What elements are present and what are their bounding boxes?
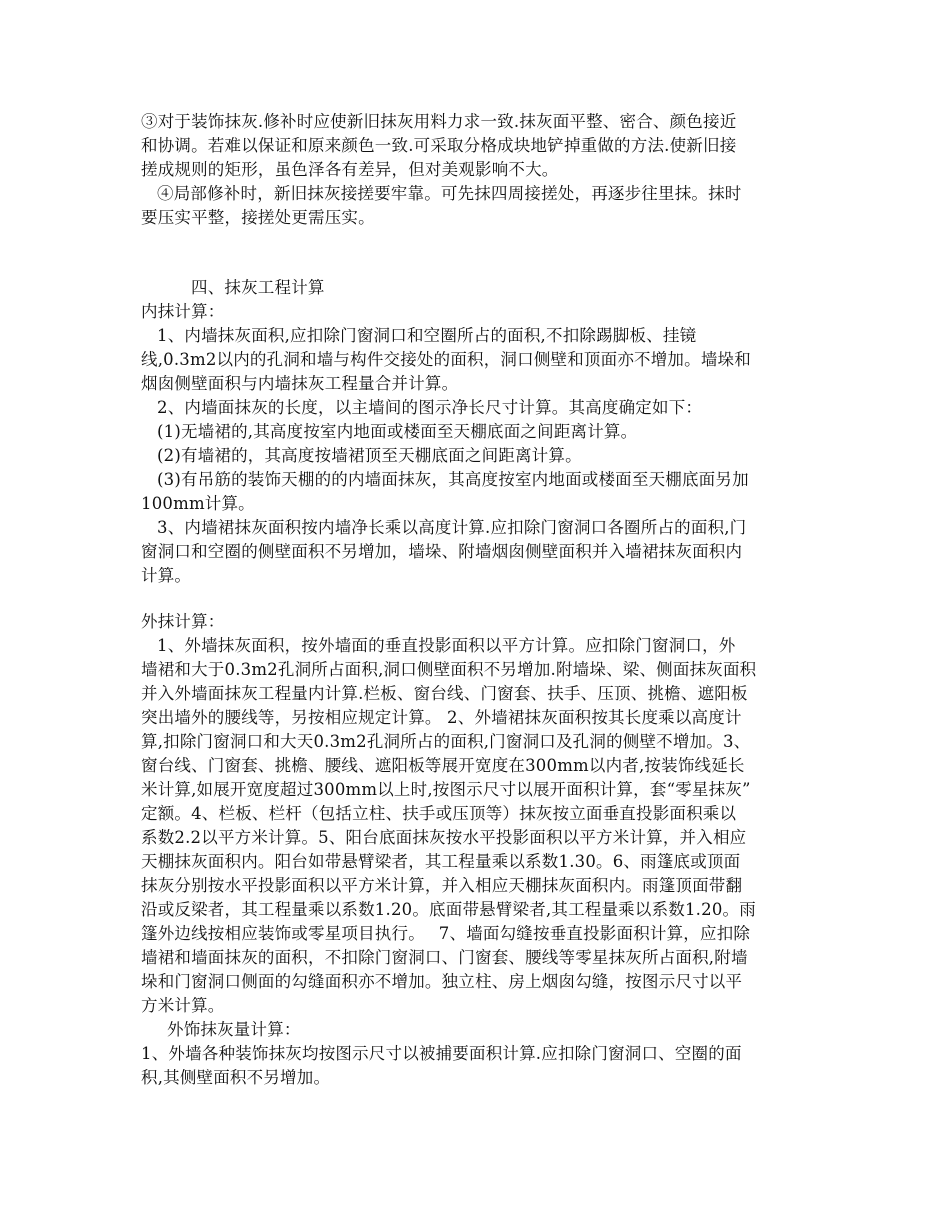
text-line: 线,0.3m2以内的孔洞和墙与构件交接处的面积，洞口侧壁和顶面亦不增加。墙垛和 <box>141 350 751 369</box>
text-line: 墙裙和大于0.3m2孔洞所占面积,洞口侧壁面积不另增加.附墙垛、梁、侧面抹灰面积 <box>141 660 757 679</box>
text-line: 窗洞口和空圈的侧壁面积不另增加，墙垛、附墙烟囱侧壁面积并入墙裙抹灰面积内 <box>141 542 743 561</box>
text-line: 1、内墙抹灰面积,应扣除门窗洞口和空圈所占的面积,不扣除踢脚板、挂镜 <box>157 326 697 345</box>
text-line: 1、外墙各种装饰抹灰均按图示尺寸以被捕要面积计算.应扣除门窗洞口、空圈的面 <box>141 1044 742 1063</box>
text-line: 系数2.2以平方米计算。5、阳台底面抹灰按水平投影面积以平方米计算，并入相应 <box>141 828 747 847</box>
text-line: 突出墙外的腰线等，另按相应规定计算。 2、外墙裙抹灰面积按其长度乘以高度计 <box>141 708 742 727</box>
section-heading: 四、抹灰工程计算 <box>191 278 325 297</box>
text-line: (1)无墙裙的,其高度按室内地面或楼面至天棚底面之间距离计算。 <box>157 422 638 441</box>
text-line: 墙裙和墙面抹灰的面积，不扣除门窗洞口、门窗套、腰线等零星抹灰所占面积,附墙 <box>141 948 748 967</box>
text-line: (3)有吊筋的装饰天棚的的内墙面抹灰，其高度按室内地面或楼面至天棚底面另加 <box>157 470 749 489</box>
text-line: 要压实平整，接搓处更需压实。 <box>141 208 375 227</box>
subsection-heading: 内抹计算： <box>141 302 225 321</box>
text-line: 烟囱侧壁面积与内墙抹灰工程量合并计算。 <box>141 374 459 393</box>
subsection-heading: 外抹计算： <box>141 612 225 631</box>
text-line: 100mm计算。 <box>141 494 255 513</box>
text-line: 米计算,如展开宽度超过300mm以上时,按图示尺寸以展开面积计算，套“零星抹灰” <box>141 780 751 799</box>
text-line: 窗台线、门窗套、挑檐、腰线、遮阳板等展开宽度在300mm以内者,按装饰线延长 <box>141 756 745 775</box>
text-line: 方米计算。 <box>141 996 225 1015</box>
text-line: 计算。 <box>141 566 192 585</box>
subsection-heading: 外饰抹灰量计算： <box>167 1020 301 1039</box>
text-line: 抹灰分别按水平投影面积以平方米计算，并入相应天棚抹灰面积内。雨篷顶面带翻 <box>141 876 743 895</box>
text-line: ③对于装饰抹灰.修补时应使新旧抹灰用料力求一致.抹灰面平整、密合、颜色接近 <box>141 112 737 131</box>
text-line: 3、内墙裙抹灰面积按内墙净长乘以高度计算.应扣除门窗洞口各圈所占的面积,门 <box>157 518 747 537</box>
text-line: 1、外墙抹灰面积，按外墙面的垂直投影面积以平方计算。应扣除门窗洞口，外 <box>157 636 736 655</box>
text-line: 2、内墙面抹灰的长度，以主墙间的图示净长尺寸计算。其高度确定如下： <box>157 398 703 417</box>
text-line: 定额。4、栏板、栏杆（包括立柱、扶手或压顶等）抹灰按立面垂直投影面积乘以 <box>141 804 737 823</box>
text-line: 并入外墙面抹灰工程量内计算.栏板、窗台线、门窗套、扶手、压顶、挑檐、遮阳板 <box>141 684 748 703</box>
text-line: (2)有墙裙的，其高度按墙裙顶至天棚底面之间距离计算。 <box>157 446 582 465</box>
text-line: 沿或反梁者，其工程量乘以系数1.20。底面带悬臂梁者,其工程量乘以系数1.20。雨 <box>141 900 756 919</box>
text-line: 篷外边线按相应装饰或零星项目执行。 7、墙面勾缝按垂直投影面积计算，应扣除 <box>141 924 751 943</box>
text-line: ④局部修补时，新旧抹灰接搓要牢靠。可先抹四周接搓处，再逐步往里抹。抹时 <box>157 184 742 203</box>
text-line: 垛和门窗洞口侧面的勾缝面积亦不增加。独立柱、房上烟囱勾缝，按图示尺寸以平 <box>141 972 743 991</box>
text-line: 算,扣除门窗洞口和大天0.3m2孔洞所占的面积,门窗洞口及孔洞的侧壁不增加。3、 <box>141 732 751 751</box>
text-line: 搓成规则的矩形，虽色泽各有差异，但对美观影响不大。 <box>141 160 559 179</box>
text-line: 天棚抹灰面积内。阳台如带悬臂梁者，其工程量乘以系数1.30。6、雨篷底或顶面 <box>141 852 741 871</box>
text-line: 积,其侧壁面积不另增加。 <box>141 1068 331 1087</box>
text-line: 和协调。若难以保证和原来颜色一致.可采取分格成块地铲掉重做的方法.使新旧接 <box>141 136 737 155</box>
